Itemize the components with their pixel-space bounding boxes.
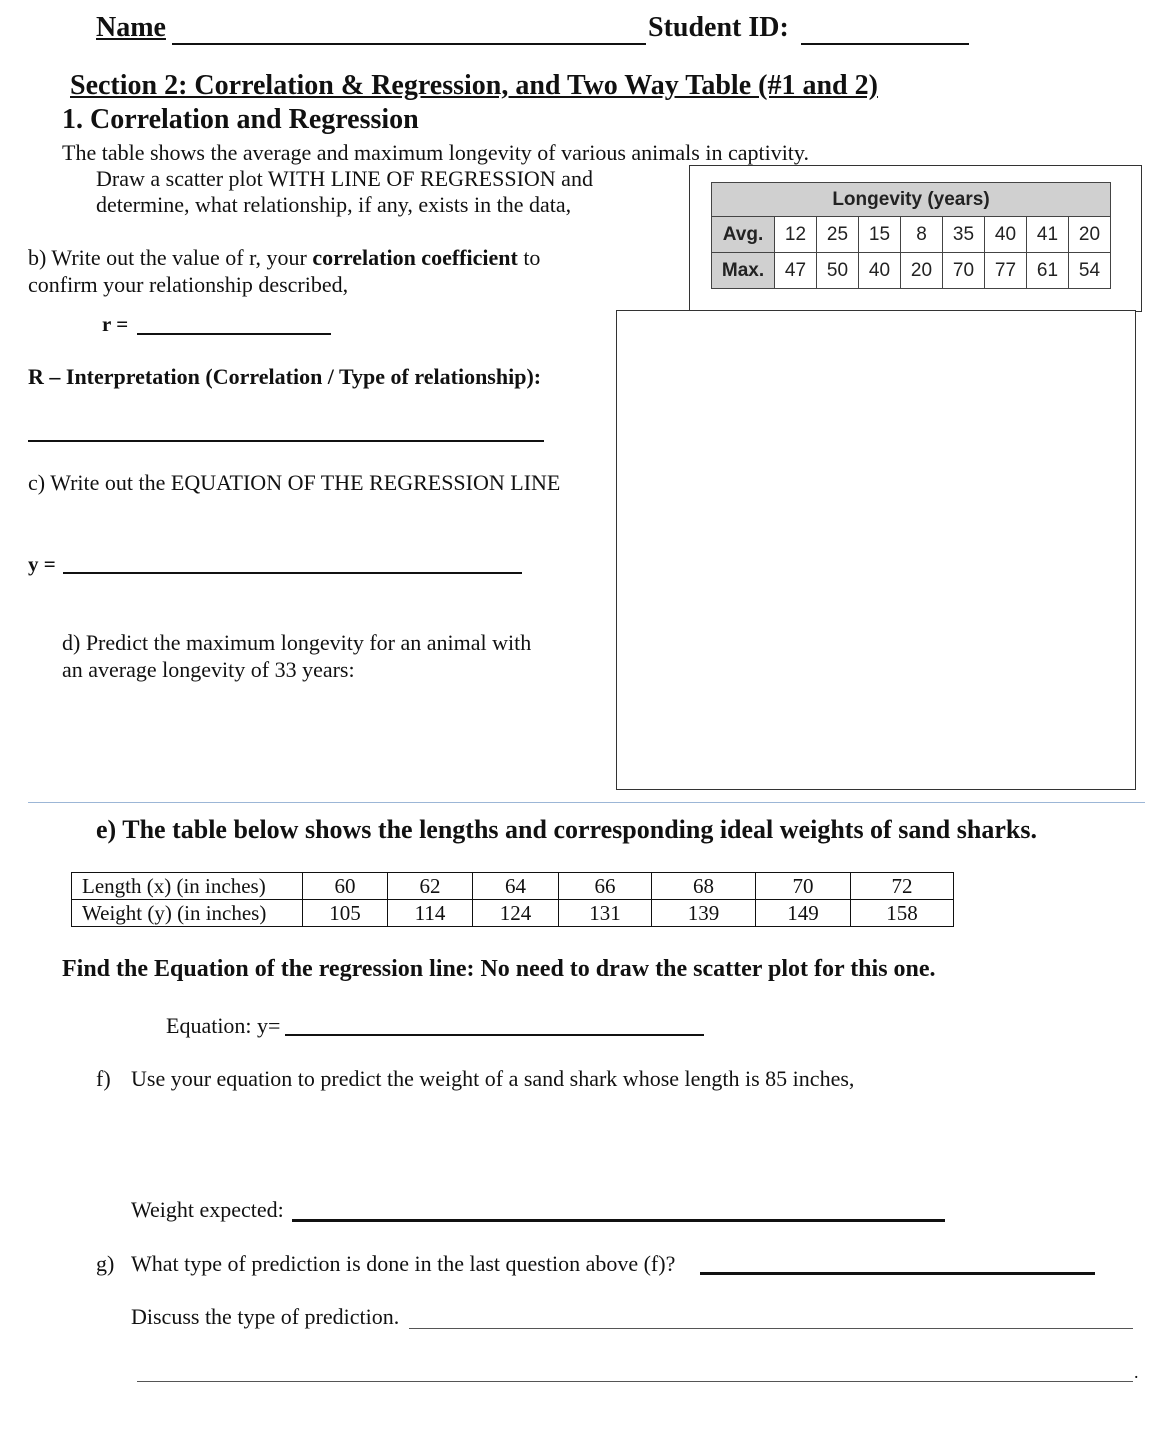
row-label-weight: Weight (y) (in inches) (72, 900, 303, 927)
end-period: . (1134, 1362, 1139, 1382)
regression-equation-field[interactable] (63, 572, 522, 574)
table-cell: 15 (859, 217, 901, 253)
sand-shark-table (71, 872, 954, 927)
table-cell: 40 (985, 217, 1027, 253)
table-row (72, 900, 954, 927)
table-cell: 139 (652, 900, 756, 927)
table-cell: 25 (817, 217, 859, 253)
student-id-field[interactable] (801, 43, 969, 45)
row-label-length: Length (x) (in inches) (72, 873, 303, 900)
table-cell: 70 (943, 253, 985, 289)
q1-part-a-line2: determine, what relationship, if any, exists in the data, (96, 192, 572, 217)
weight-expected-field[interactable] (292, 1219, 945, 1222)
q1-title: 1. Correlation and Regression (62, 104, 419, 135)
q1-part-d-line1: d) Predict the maximum longevity for an animal with (62, 630, 532, 655)
name-label: Name (96, 12, 166, 43)
table-cell: 47 (775, 253, 817, 289)
r-field[interactable] (137, 333, 331, 335)
table-cell: 66 (559, 873, 652, 900)
table-cell: 62 (388, 873, 473, 900)
longevity-table (711, 182, 1111, 289)
equation-label: Equation: y= (166, 1013, 281, 1038)
discuss-field-line1[interactable] (409, 1328, 1133, 1329)
discuss-label: Discuss the type of prediction. (131, 1304, 400, 1329)
table-row (72, 873, 954, 900)
y-label: y = (28, 552, 56, 576)
table-cell: 61 (1027, 253, 1069, 289)
table-cell: 12 (775, 217, 817, 253)
q1-part-b: b) Write out the value of r, your correlation coefficient to (28, 245, 541, 270)
table-cell: 105 (303, 900, 388, 927)
table-cell: 114 (388, 900, 473, 927)
q-g-marker: g) (96, 1251, 115, 1276)
table-cell: 60 (303, 873, 388, 900)
table-cell: 20 (1069, 217, 1111, 253)
table-cell: 20 (901, 253, 943, 289)
table-cell: 54 (1069, 253, 1111, 289)
scatter-plot-area[interactable] (616, 310, 1136, 790)
q1-part-d-line2: an average longevity of 33 years: (62, 657, 355, 682)
table-cell: 77 (985, 253, 1027, 289)
q-f-text: Use your equation to predict the weight of a sand shark whose length is 85 inches, (131, 1066, 855, 1091)
table-cell: 40 (859, 253, 901, 289)
table-row (712, 253, 1111, 289)
section-title: Section 2: Correlation & Regression, and Two Way Table (#1 and 2) (70, 70, 878, 101)
q1-intro: The table shows the average and maximum longevity of various animals in captivity. (62, 140, 809, 165)
row-label-max: Max. (712, 253, 775, 289)
table-cell: 158 (851, 900, 954, 927)
table-cell: 64 (473, 873, 559, 900)
table-cell: 124 (473, 900, 559, 927)
table-cell: 8 (901, 217, 943, 253)
table-cell: 72 (851, 873, 954, 900)
q-e-title: e) The table below shows the lengths and corresponding ideal weights of sand sharks. (96, 815, 1037, 844)
q1-part-c: c) Write out the EQUATION OF THE REGRESSION LINE (28, 470, 561, 495)
table-row (712, 217, 1111, 253)
r-interpretation-field[interactable] (28, 440, 544, 442)
q-g-text: What type of prediction is done in the last question above (f)? (131, 1251, 676, 1276)
prediction-type-field[interactable] (700, 1272, 1095, 1275)
r-label: r = (102, 312, 129, 336)
table-cell: 41 (1027, 217, 1069, 253)
equation-field[interactable] (285, 1034, 704, 1036)
table-cell: 149 (756, 900, 851, 927)
q-f-marker: f) (96, 1066, 111, 1091)
table-cell: 50 (817, 253, 859, 289)
table-cell: 131 (559, 900, 652, 927)
q1-part-b-line2: confirm your relationship described, (28, 272, 349, 297)
section-divider (28, 802, 1145, 803)
name-field[interactable] (172, 43, 646, 45)
r-interpretation-label: R – Interpretation (Correlation / Type of relationship): (28, 364, 542, 389)
find-equation-label: Find the Equation of the regression line: No need to draw the scatter plot for this one. (62, 956, 936, 982)
discuss-field-line2[interactable] (137, 1381, 1133, 1382)
row-label-avg: Avg. (712, 217, 775, 253)
student-id-label: Student ID: (648, 12, 789, 43)
longevity-table-header: Longevity (years) (712, 183, 1111, 217)
q1-part-a-line1: Draw a scatter plot WITH LINE OF REGRESSION and (96, 166, 593, 191)
table-cell: 35 (943, 217, 985, 253)
table-cell: 68 (652, 873, 756, 900)
weight-expected-label: Weight expected: (131, 1197, 284, 1222)
table-cell: 70 (756, 873, 851, 900)
